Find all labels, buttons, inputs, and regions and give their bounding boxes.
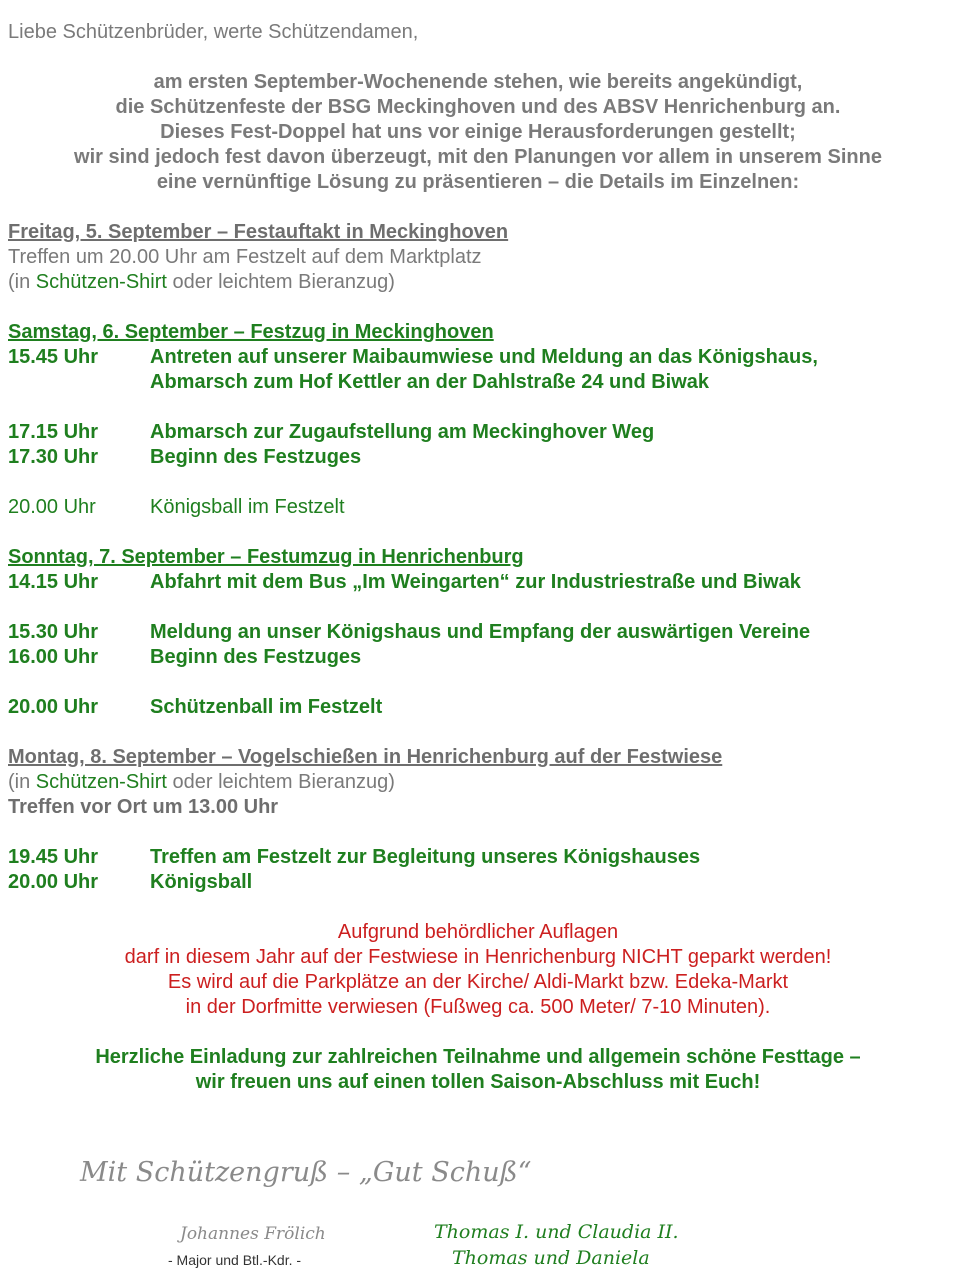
friday-heading: Freitag, 5. September – Festauftakt in Meckinghoven bbox=[8, 221, 509, 243]
saturday-section bbox=[8, 320, 948, 520]
schedule-text: Königsball im Festzelt bbox=[150, 496, 345, 518]
intro-line: die Schützenfeste der BSG Meckinghoven und des ABSV Henrichenburg an. bbox=[115, 96, 841, 118]
schedule-row bbox=[8, 370, 948, 395]
schedule-row bbox=[8, 345, 948, 370]
schedule-time: 15.30 Uhr bbox=[8, 621, 99, 643]
signature-royal-couple: Thomas I. und Claudia II. bbox=[434, 1221, 679, 1243]
invitation-line: wir freuen uns auf einen tollen Saison-Abschluss mit Euch! bbox=[195, 1071, 761, 1093]
schedule-row bbox=[8, 695, 948, 720]
intro bbox=[8, 70, 948, 195]
notice-line: Es wird auf die Parkplätze an der Kirche/ Aldi-Markt bzw. Edeka-Markt bbox=[167, 971, 789, 993]
schedule-time: 20.00 Uhr bbox=[8, 871, 99, 893]
invitation bbox=[8, 1045, 948, 1095]
shirt-highlight: Schützen-Shirt bbox=[35, 771, 167, 793]
intro-line: am ersten September-Wochenende stehen, wie bereits angekündigt, bbox=[153, 71, 803, 93]
dress-post: oder leichtem Bieranzug) bbox=[166, 771, 395, 793]
intro-line: wir sind jedoch fest davon überzeugt, mit den Planungen vor allem in unserem Sinne bbox=[74, 146, 882, 168]
monday-heading: Montag, 8. September – Vogelschießen in Henrichenburg auf der Festwiese bbox=[8, 746, 723, 768]
schedule-text: Abfahrt mit dem Bus „Im Weingarten“ zur Industriestraße und Biwak bbox=[150, 571, 801, 593]
schedule-text: Abmarsch zur Zugaufstellung am Meckinghover Weg bbox=[150, 421, 655, 443]
intro-line: eine vernünftige Lösung zu präsentieren – die Details im Einzelnen: bbox=[156, 171, 800, 193]
schedule-row bbox=[8, 420, 948, 445]
schedule-text: Beginn des Festzuges bbox=[150, 446, 362, 468]
schedule-time bbox=[8, 370, 150, 395]
notice-line: in der Dorfmitte verwiesen (Fußweg ca. 500 Meter/ 7-10 Minuten). bbox=[185, 996, 771, 1018]
schedule-row bbox=[8, 570, 948, 595]
invitation-line: Herzliche Einladung zur zahlreichen Teilnahme und allgemein schöne Festtage – bbox=[95, 1046, 861, 1068]
sunday-section bbox=[8, 545, 948, 720]
saturday-heading: Samstag, 6. September – Festzug in Meckinghoven bbox=[8, 321, 494, 343]
schedule-row bbox=[8, 845, 948, 870]
friday-section bbox=[8, 220, 948, 295]
schedule-text: Abmarsch zum Hof Kettler an der Dahlstraße 24 und Biwak bbox=[150, 371, 710, 393]
signature-name-major: Johannes Frölich bbox=[180, 1224, 326, 1244]
schedule-time: 20.00 Uhr bbox=[8, 696, 99, 718]
schedule-row bbox=[8, 620, 948, 645]
signature-role-major: - Major und Btl.-Kdr. - bbox=[168, 1252, 302, 1268]
friday-dress-code bbox=[8, 270, 948, 295]
dress-pre: (in bbox=[8, 271, 36, 293]
schedule-row bbox=[8, 645, 948, 670]
schedule-row bbox=[8, 870, 948, 895]
schedule-time: 16.00 Uhr bbox=[8, 646, 99, 668]
signature-royal-couple-2: Thomas und Daniela bbox=[452, 1247, 650, 1269]
schedule-text: Meldung an unser Königshaus und Empfang der auswärtigen Vereine bbox=[150, 621, 811, 643]
schedule-row bbox=[8, 495, 948, 520]
signature-greeting: Mit Schützengruß – „Gut Schuß“ bbox=[80, 1157, 532, 1188]
schedule-time: 14.15 Uhr bbox=[8, 571, 99, 593]
schedule-time: 15.45 Uhr bbox=[8, 346, 99, 368]
monday-meeting: Treffen vor Ort um 13.00 Uhr bbox=[8, 796, 279, 818]
dress-post: oder leichtem Bieranzug) bbox=[166, 271, 395, 293]
monday-section bbox=[8, 745, 948, 895]
schedule-text: Antreten auf unserer Maibaumwiese und Meldung an das Königshaus, bbox=[150, 346, 818, 368]
notice-line: Aufgrund behördlicher Auflagen bbox=[337, 921, 619, 943]
parking-notice bbox=[8, 920, 948, 1020]
greeting: Liebe Schützenbrüder, werte Schützendamen, bbox=[8, 21, 419, 43]
shirt-highlight: Schützen-Shirt bbox=[35, 271, 167, 293]
schedule-time: 20.00 Uhr bbox=[8, 496, 96, 518]
schedule-row bbox=[8, 445, 948, 470]
friday-meeting: Treffen um 20.00 Uhr am Festzelt auf dem Marktplatz bbox=[8, 246, 482, 268]
schedule-time: 19.45 Uhr bbox=[8, 846, 99, 868]
schedule-text: Beginn des Festzuges bbox=[150, 646, 362, 668]
monday-dress-code bbox=[8, 770, 948, 795]
schedule-text: Treffen am Festzelt zur Begleitung unseres Königshauses bbox=[150, 846, 701, 868]
schedule-text: Königsball bbox=[150, 871, 253, 893]
notice-line: darf in diesem Jahr auf der Festwiese in Henrichenburg NICHT geparkt werden! bbox=[124, 946, 832, 968]
schedule-time: 17.30 Uhr bbox=[8, 446, 99, 468]
sunday-heading: Sonntag, 7. September – Festumzug in Henrichenburg bbox=[8, 546, 524, 568]
dress-pre: (in bbox=[8, 771, 36, 793]
schedule-time: 17.15 Uhr bbox=[8, 421, 99, 443]
intro-line: Dieses Fest-Doppel hat uns vor einige Herausforderungen gestellt; bbox=[160, 121, 796, 143]
schedule-text: Schützenball im Festzelt bbox=[150, 696, 383, 718]
letter bbox=[8, 20, 948, 1095]
